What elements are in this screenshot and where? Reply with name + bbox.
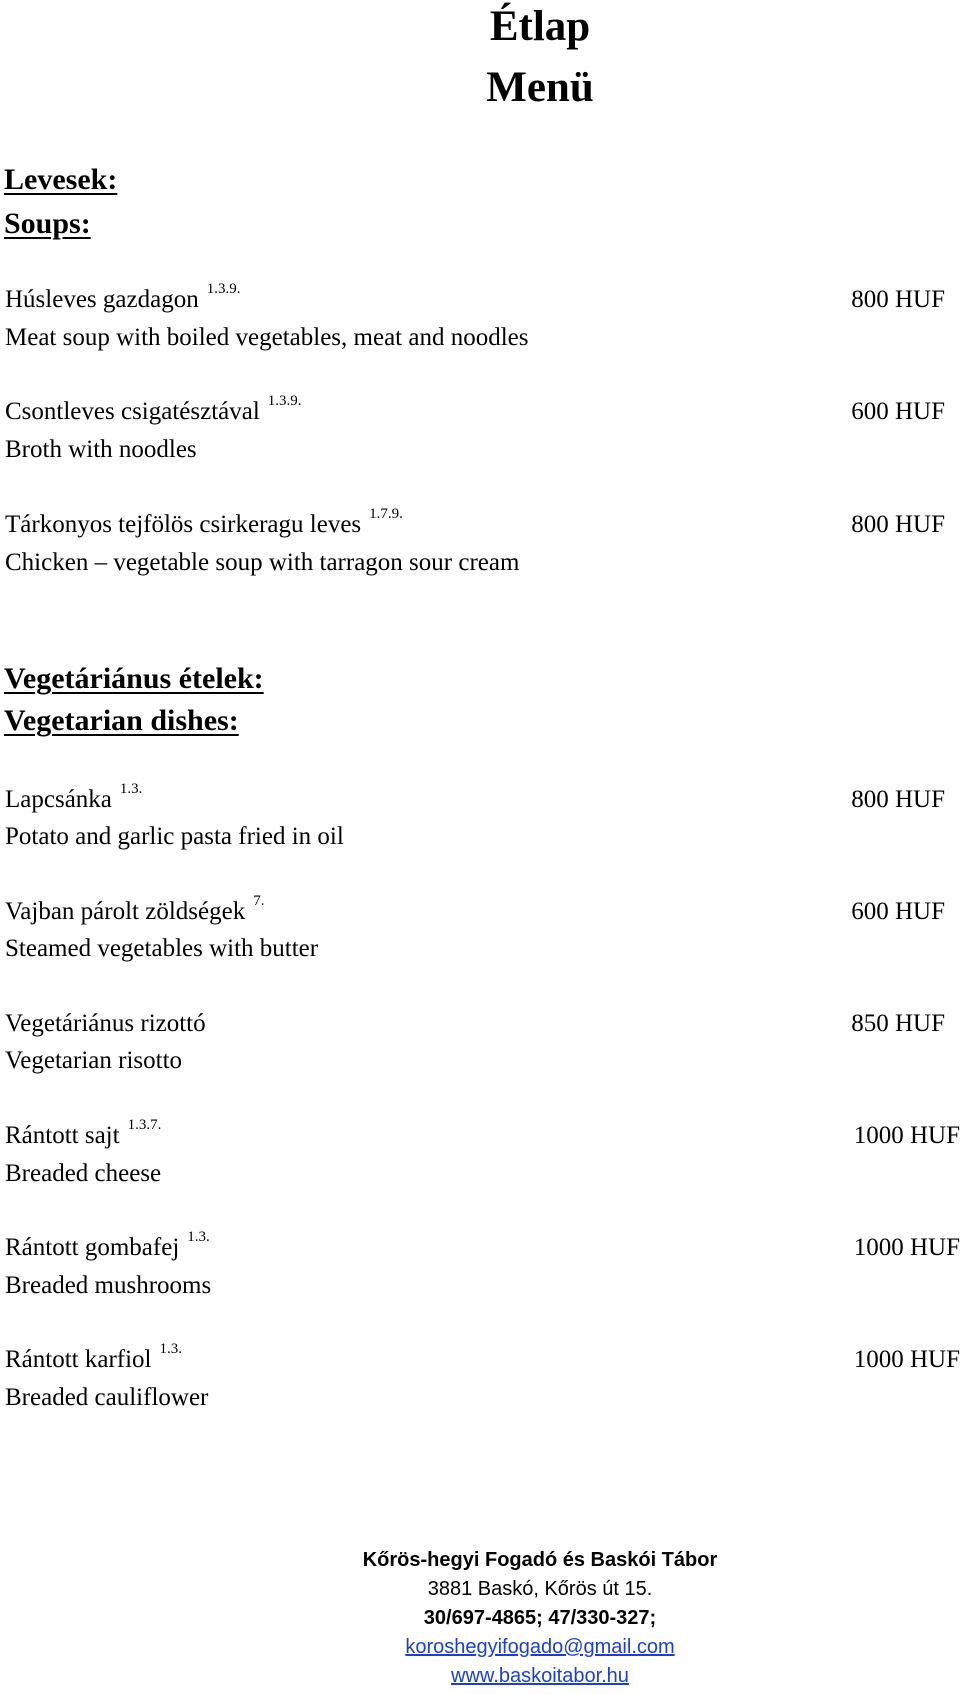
menu-item-price: 800 HUF bbox=[851, 286, 945, 313]
section-heading-soups-en: Soups: bbox=[4, 207, 91, 240]
allergen-codes: 1.3.9. bbox=[267, 393, 302, 409]
page-title-english: Menü bbox=[486, 64, 594, 111]
section-heading-vegetarian-en: Vegetarian dishes: bbox=[4, 704, 239, 737]
menu-item-name: Lapcsánka $^{1.3.}$ bbox=[5, 781, 143, 813]
menu-item-name: Rántott gombafej $^{1.3.}$ bbox=[5, 1229, 210, 1261]
menu-item-description: Potato and garlic pasta fried in oil bbox=[5, 823, 344, 850]
email-link[interactable]: koroshegyifogado@gmail.com bbox=[405, 1636, 675, 1658]
allergen-codes: 1.3. bbox=[119, 781, 143, 797]
section-heading-soups-hu: Levesek: bbox=[4, 163, 118, 196]
footer-website-row bbox=[0, 1663, 960, 1689]
menu-item-price: 600 HUF bbox=[851, 898, 945, 925]
allergen-codes: 1.3.9. bbox=[206, 281, 241, 297]
footer-phones: 30/697-4865; 47/330-327; bbox=[423, 1607, 657, 1629]
menu-item-description: Meat soup with boiled vegetables, meat and noodles bbox=[5, 324, 529, 351]
allergen-codes: 7. bbox=[253, 893, 265, 909]
menu-item-description: Vegetarian risotto bbox=[5, 1047, 183, 1074]
menu-item-name: Rántott sajt $^{1.3.7.}$ bbox=[5, 1117, 162, 1149]
allergen-codes: 1.3. bbox=[159, 1341, 182, 1357]
section-heading-vegetarian-hu: Vegetáriánus ételek: bbox=[4, 662, 264, 695]
menu-item-description: Breaded mushrooms bbox=[5, 1272, 212, 1299]
menu-item-price: 1000 HUF bbox=[853, 1346, 960, 1373]
menu-item-description: Chicken – vegetable soup with tarragon sour cream bbox=[5, 549, 520, 576]
menu-item-name: Vajban párolt zöldségek $^{7.}$ bbox=[5, 893, 265, 925]
footer-email-row bbox=[0, 1634, 960, 1660]
page-title-hungarian: Étlap bbox=[489, 3, 591, 50]
menu-item-description: Broth with noodles bbox=[5, 436, 197, 463]
menu-item-price: 800 HUF bbox=[851, 786, 945, 813]
menu-item-name: Vegetáriánus rizottó bbox=[5, 1010, 206, 1037]
menu-item-description: Breaded cheese bbox=[5, 1160, 162, 1187]
menu-item-description: Breaded cauliflower bbox=[5, 1384, 209, 1411]
footer-business-name: Kőrös-hegyi Fogadó és Baskói Tábor bbox=[362, 1549, 718, 1571]
allergen-codes: 1.7.9. bbox=[369, 506, 403, 522]
allergen-codes: 1.3. bbox=[187, 1229, 210, 1245]
menu-item-description: Steamed vegetables with butter bbox=[5, 935, 319, 962]
menu-item-price: 1000 HUF bbox=[853, 1234, 960, 1261]
menu-item-price: 1000 HUF bbox=[853, 1122, 960, 1149]
menu-item-name: Tárkonyos tejfölös csirkeragu leves $^{1.7.9.}$ bbox=[5, 506, 403, 538]
menu-item-price: 850 HUF bbox=[851, 1010, 945, 1037]
menu-item-name: Csontleves csigatésztával $^{1.3.9.}$ bbox=[5, 393, 302, 425]
menu-item-price: 600 HUF bbox=[851, 398, 945, 425]
menu-item-price: 800 HUF bbox=[851, 511, 945, 538]
website-link[interactable]: www.baskoitabor.hu bbox=[451, 1665, 629, 1687]
menu-item-name: Húsleves gazdagon $^{1.3.9.}$ bbox=[5, 281, 241, 313]
footer-address: 3881 Baskó, Kőrös út 15. bbox=[427, 1578, 653, 1600]
menu-item-name: Rántott karfiol $^{1.3.}$ bbox=[5, 1341, 182, 1373]
allergen-codes: 1.3.7. bbox=[127, 1117, 162, 1133]
